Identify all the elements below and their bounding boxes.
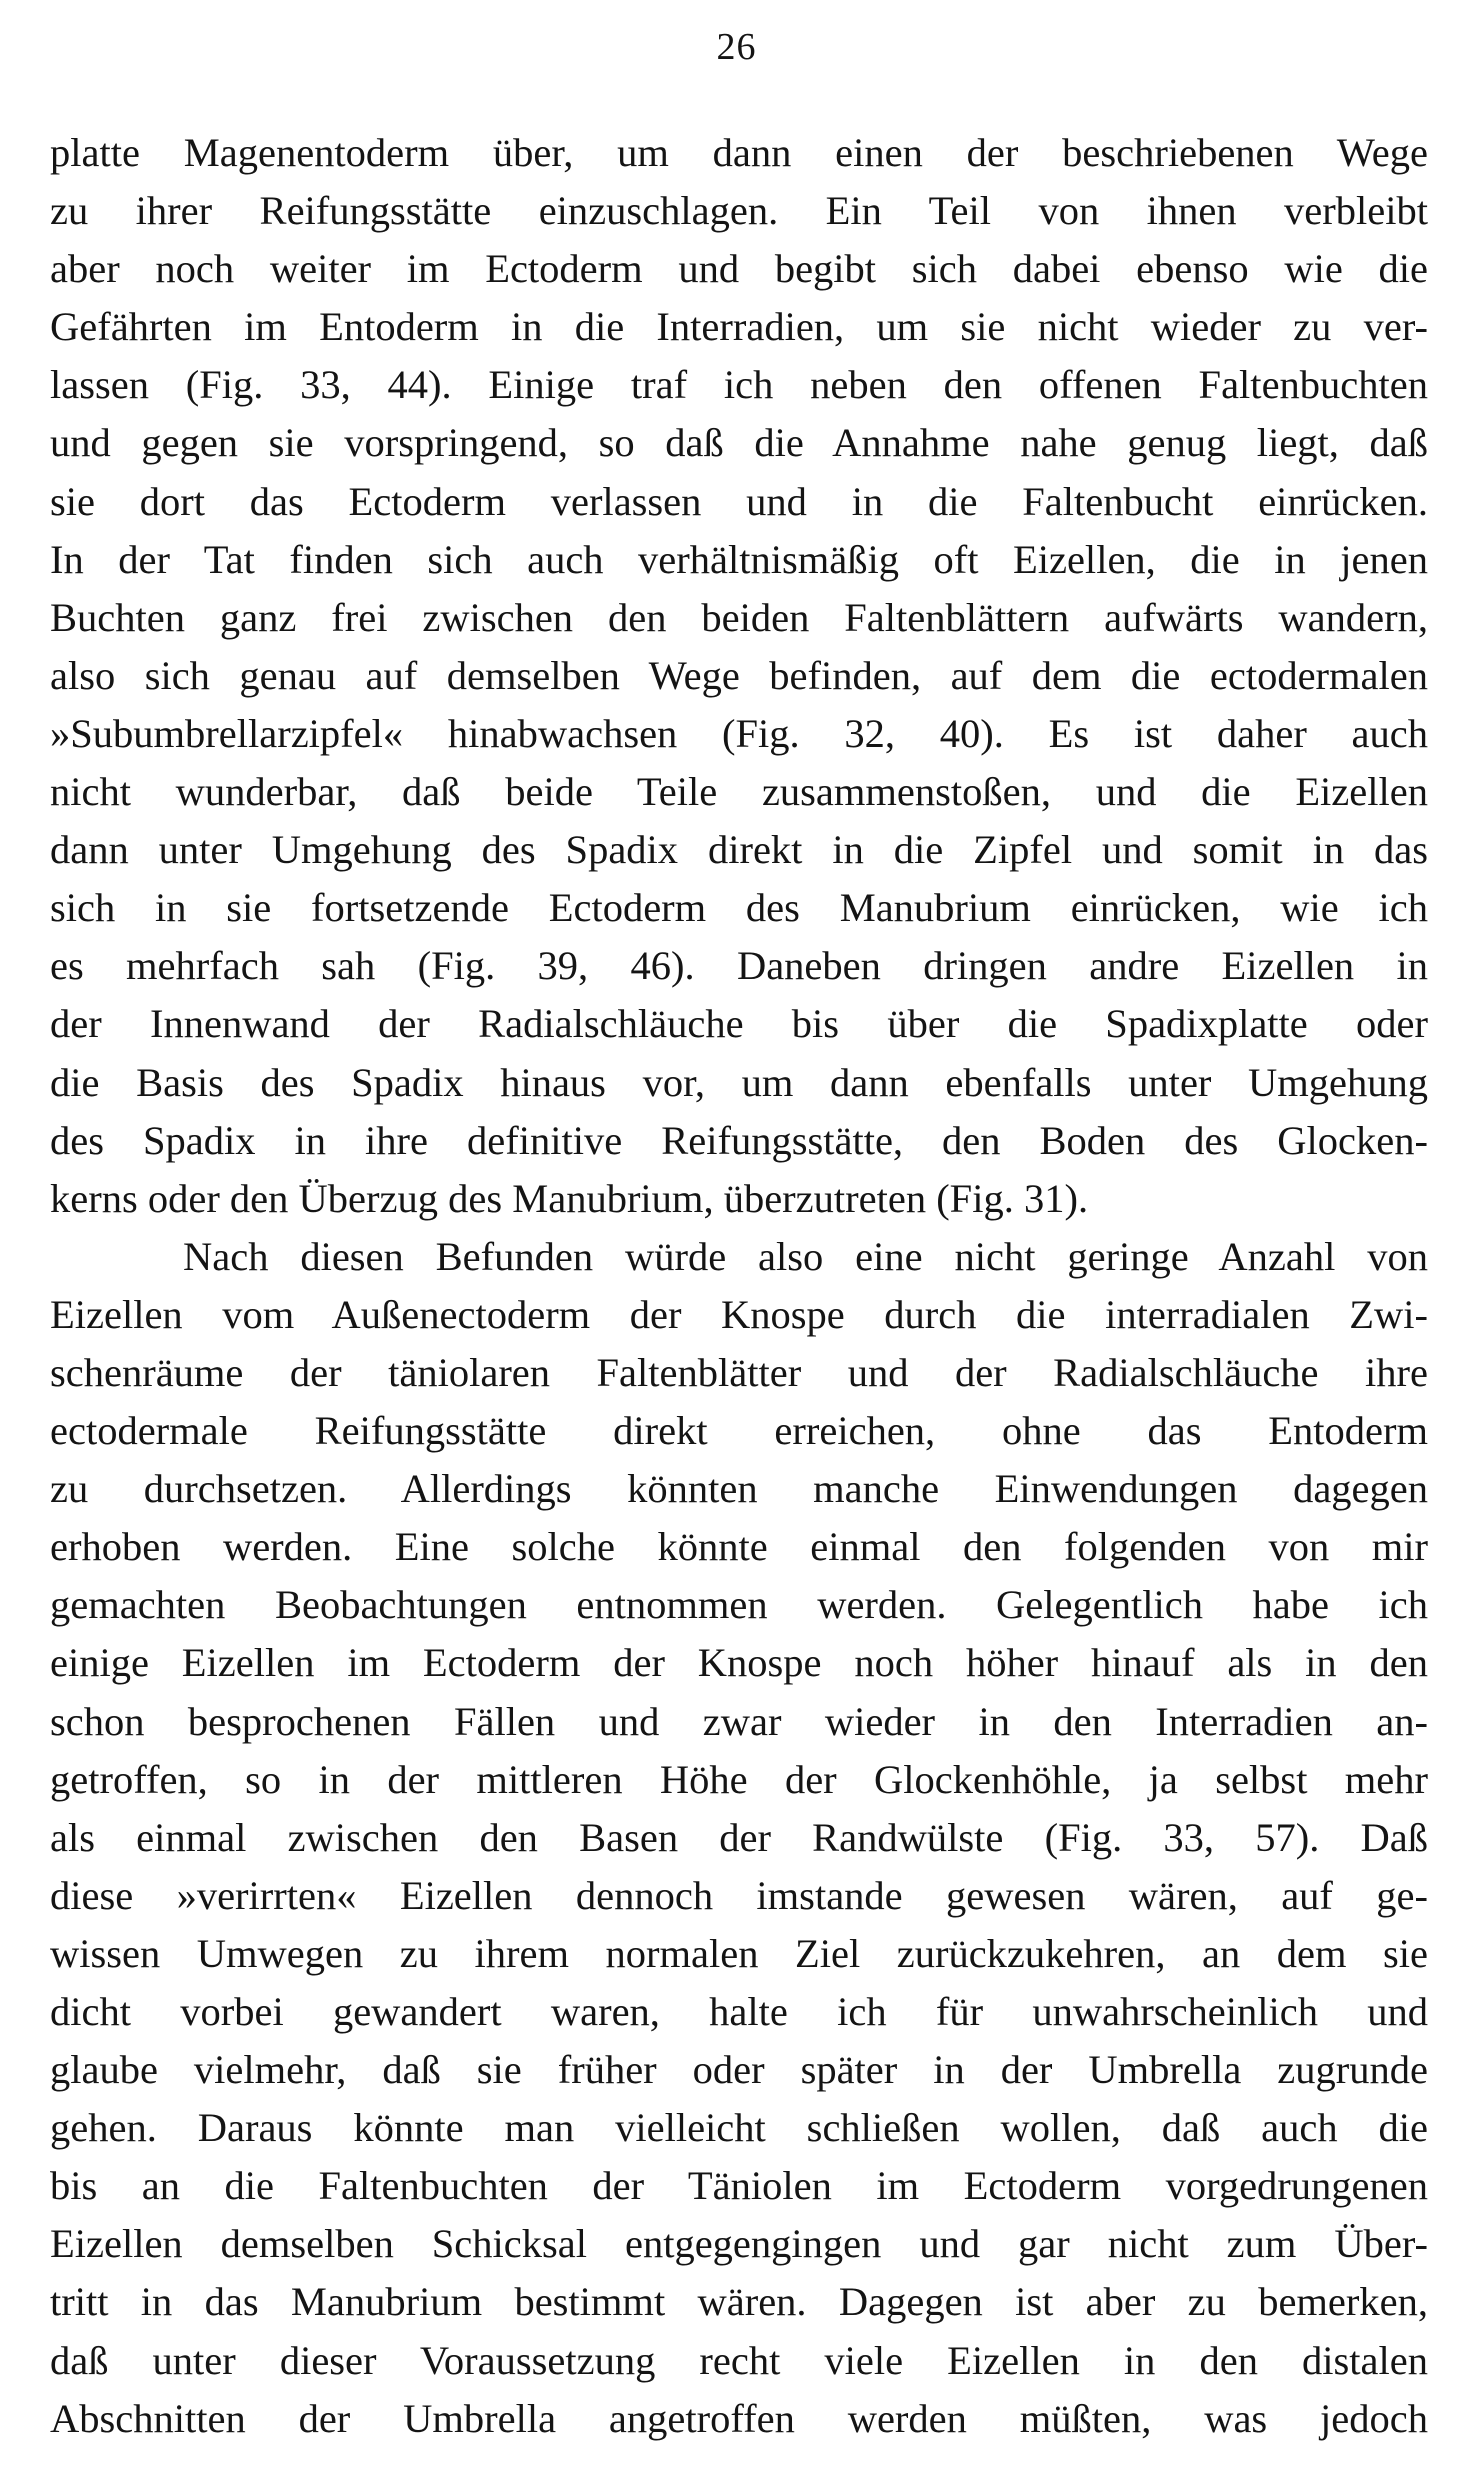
paragraph-start-line: Nach diesen Befunden würde also eine nicht geringe Anzahl von xyxy=(183,1233,1428,1279)
text-line: getroffen, so in der mittleren Höhe der Glockenhöhle, ja selbst mehr xyxy=(50,1756,1428,1802)
text-line: bis an die Faltenbuchten der Täniolen im Ectoderm vorgedrungenen xyxy=(50,2163,1428,2209)
text-line: einige Eizellen im Ectoderm der Knospe noch höher hinauf als in den xyxy=(50,1640,1428,1686)
text-line: zu durchsetzen. Allerdings könnten manche Einwendungen dagegen xyxy=(50,1466,1428,1512)
text-line: also sich genau auf demselben Wege befinden, auf dem die ectodermalen xyxy=(50,652,1428,698)
text-line: dicht vorbei gewandert waren, halte ich für unwahrscheinlich und xyxy=(50,1989,1428,2034)
text-line: aber noch weiter im Ectoderm und begibt sich dabei ebenso wie die xyxy=(50,246,1428,292)
text-line: nicht wunderbar, daß beide Teile zusammenstoßen, und die Eizellen xyxy=(50,769,1428,815)
text-line: wissen Umwegen zu ihrem normalen Ziel zurückzukehren, an dem sie xyxy=(50,1930,1428,1976)
text-line: gehen. Daraus könnte man vielleicht schließen wollen, daß auch die xyxy=(50,2105,1428,2151)
text-line: schenräume der täniolaren Faltenblätter und der Radialschläuche ihre xyxy=(50,1349,1428,1395)
text-line: tritt in das Manubrium bestimmt wären. Dagegen ist aber zu bemerken, xyxy=(50,2279,1428,2325)
text-line: platte Magenentoderm über, um dann einen der beschriebenen Wege xyxy=(50,130,1428,175)
text-line: Abschnitten der Umbrella angetroffen werden müßten, was jedoch xyxy=(50,2395,1428,2441)
text-line: schon besprochenen Fällen und zwar wieder in den Interradien an- xyxy=(50,1698,1428,1744)
text-line: zu ihrer Reifungsstätte einzuschlagen. Ein Teil von ihnen verbleibt xyxy=(50,188,1428,234)
text-line: des Spadix in ihre definitive Reifungsstätte, den Boden des Glocken- xyxy=(50,1117,1428,1163)
text-line: daß unter dieser Voraussetzung recht viele Eizellen in den distalen xyxy=(50,2337,1428,2383)
text-line: Eizellen demselben Schicksal entgegengingen und gar nicht zum Über- xyxy=(50,2221,1428,2267)
text-line: als einmal zwischen den Basen der Randwülste (Fig. 33, 57). Daß xyxy=(50,1814,1428,1860)
text-line: sie dort das Ectoderm verlassen und in die Faltenbucht einrücken. xyxy=(50,478,1428,524)
page-number: 26 xyxy=(716,26,757,68)
text-line: sich in sie fortsetzende Ectoderm des Manubrium einrücken, wie ich xyxy=(50,885,1428,931)
text-line: es mehrfach sah (Fig. 39, 46). Daneben dringen andre Eizellen in xyxy=(50,943,1428,989)
text-line: Gefährten im Entoderm in die Interradien, um sie nicht wieder zu ver- xyxy=(50,304,1428,350)
text-line: diese »verirrten« Eizellen dennoch imstande gewesen wären, auf ge- xyxy=(50,1872,1428,1918)
text-line: die Basis des Spadix hinaus vor, um dann ebenfalls unter Umgehung xyxy=(50,1059,1428,1105)
text-line: »Subumbrellarzipfel« hinabwachsen (Fig. 32, 40). Es ist daher auch xyxy=(50,710,1428,756)
text-line: erhoben werden. Eine solche könnte einmal den folgenden von mir xyxy=(50,1524,1428,1570)
text-line: lassen (Fig. 33, 44). Einige traf ich neben den offenen Faltenbuchten xyxy=(50,362,1428,408)
text-line: und gegen sie vorspringend, so daß die Annahme nahe genug liegt, daß xyxy=(50,420,1428,466)
text-line: In der Tat finden sich auch verhältnismäßig oft Eizellen, die in jenen xyxy=(50,536,1428,582)
text-line: ectodermale Reifungsstätte direkt erreichen, ohne das Entoderm xyxy=(50,1408,1428,1454)
text-line: Buchten ganz frei zwischen den beiden Faltenblättern aufwärts wandern, xyxy=(50,594,1428,640)
text-line: dann unter Umgehung des Spadix direkt in die Zipfel und somit in das xyxy=(50,827,1428,873)
text-line: Eizellen vom Außenectoderm der Knospe durch die interradialen Zwi- xyxy=(50,1291,1428,1337)
paragraph-end-line: kerns oder den Überzug des Manubrium, überzutreten (Fig. 31). xyxy=(50,1175,1089,1221)
text-line: gemachten Beobachtungen entnommen werden. Gelegentlich habe ich xyxy=(50,1582,1428,1628)
text-line: der Innenwand der Radialschläuche bis über die Spadixplatte oder xyxy=(50,1001,1428,1047)
text-line: glaube vielmehr, daß sie früher oder später in der Umbrella zugrunde xyxy=(50,2047,1428,2093)
body-text xyxy=(50,124,1428,2448)
